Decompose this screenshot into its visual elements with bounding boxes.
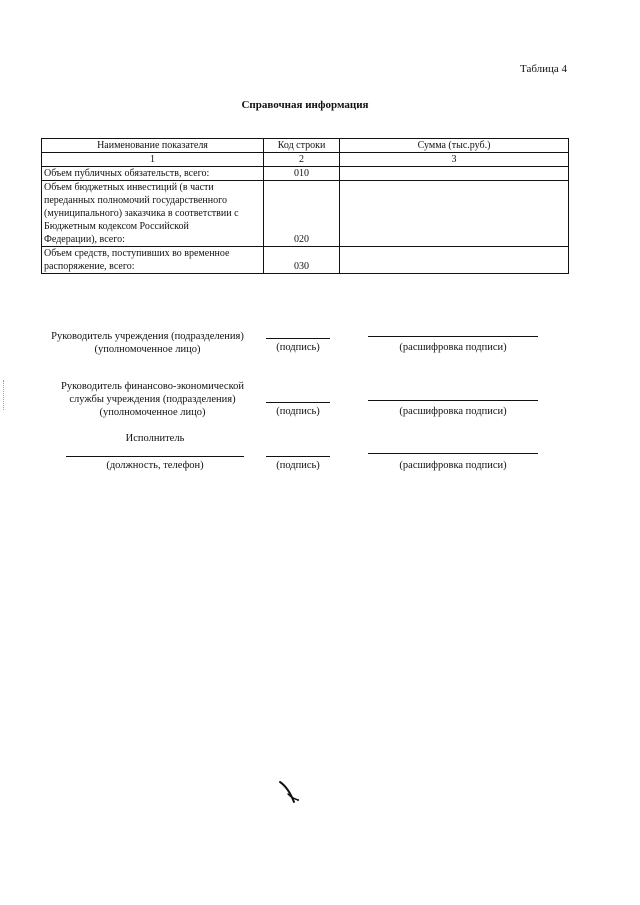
scan-edge-mark	[3, 380, 5, 410]
head-signature-line	[266, 338, 330, 339]
row-name-line: переданных полномочий государственного	[44, 195, 227, 206]
finance-title-line: Руководитель финансово-экономической	[60, 381, 245, 392]
row-code: 030	[264, 247, 340, 274]
finance-title-line: службы учреждения (подразделения)	[69, 394, 236, 405]
row-name-line: распоряжение, всего:	[44, 261, 135, 272]
row-name-line: Федерации), всего:	[44, 234, 125, 245]
executor-decode-line	[368, 453, 538, 454]
row-name	[42, 247, 264, 274]
head-title-line: Руководитель учреждения (подразделения)	[51, 331, 244, 342]
table-number-row	[42, 153, 569, 167]
executor-signature-line	[266, 456, 330, 457]
row-name	[42, 181, 264, 247]
table-number-label: Таблица 4	[520, 63, 568, 75]
executor-decode-caption: (расшифровка подписи)	[399, 460, 507, 471]
executor-signature-caption: (подпись)	[276, 460, 320, 471]
finance-signature-line	[266, 402, 330, 403]
finance-signature-caption: (подпись)	[276, 406, 320, 417]
pen-mark-scribble	[278, 778, 308, 808]
column-number: 1	[42, 153, 264, 167]
table-header-row	[42, 139, 569, 153]
row-sum	[340, 181, 569, 247]
row-name-line: Объем средств, поступивших во временное	[44, 248, 230, 259]
row-name-line: Бюджетным кодексом Российской	[44, 221, 189, 232]
row-sum	[340, 167, 569, 181]
table-row	[42, 247, 569, 274]
header-line-code: Код строки	[264, 139, 340, 153]
reference-table	[41, 138, 569, 274]
executor-position-caption: (должность, телефон)	[106, 460, 204, 471]
column-number: 3	[340, 153, 569, 167]
row-name: Объем публичных обязательств, всего:	[42, 167, 264, 181]
executor-label: Исполнитель	[125, 433, 185, 444]
executor-position-line	[66, 456, 244, 457]
finance-decode-line	[368, 400, 538, 401]
row-name-line: Объем бюджетных инвестиций (в части	[44, 182, 214, 193]
finance-decode-caption: (расшифровка подписи)	[399, 406, 507, 417]
header-sum: Сумма (тыс.руб.)	[340, 139, 569, 153]
row-code: 020	[264, 181, 340, 247]
head-signature-caption: (подпись)	[276, 342, 320, 353]
head-title	[40, 330, 255, 356]
finance-title-line: (уполномоченное лицо)	[99, 407, 206, 418]
table-row	[42, 167, 569, 181]
finance-title	[40, 380, 265, 419]
head-decode-caption: (расшифровка подписи)	[399, 342, 507, 353]
row-sum	[340, 247, 569, 274]
head-decode-line	[368, 336, 538, 337]
row-name-line: (муниципального) заказчика в соответствии с	[44, 208, 239, 219]
column-number: 2	[264, 153, 340, 167]
header-indicator-name: Наименование показателя	[42, 139, 264, 153]
page-title: Справочная информация	[241, 99, 369, 111]
table-row	[42, 181, 569, 247]
row-code: 010	[264, 167, 340, 181]
head-title-line: (уполномоченное лицо)	[94, 344, 201, 355]
